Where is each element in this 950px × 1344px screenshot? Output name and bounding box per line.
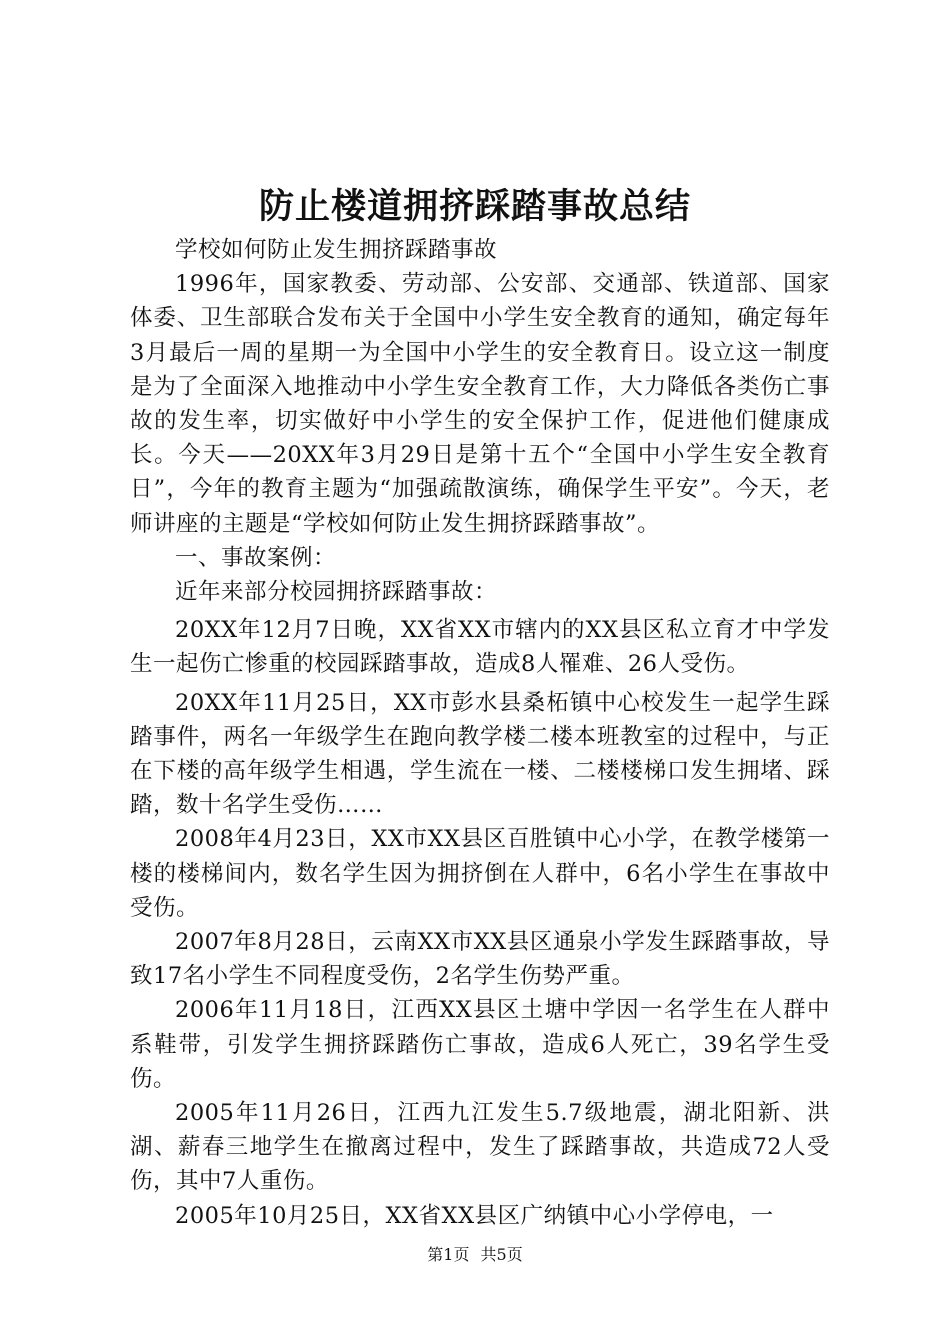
case-paragraph: 2007年8月28日，云南XX市XX县区通泉小学发生踩踏事故，导致17名小学生不同程度受伤，2名学生伤势严重。 bbox=[130, 929, 830, 990]
paragraph-intro: 1996年，国家教委、劳动部、公安部、交通部、铁道部、国家体委、卫生部联合发布关于全国中小学生安全教育的通知，确定每年3月最后一周的星期一为全国中小学生的安全教育日。设立这一制度是为了全面深入地推动中小学生安全教育工作，大力降低各类伤亡事故的发生率，切实做好中小学生的安全保护工作，促进他们健康成长。今天——20XX年3月29日是第十五个“全国中小学生安全教育日”，今年的教育主题为“加强疏散演练，确保学生平安”。今天，老师讲座的主题是“学校如何防止发生拥挤踩踏事故”。 bbox=[130, 271, 830, 537]
case-paragraph: 2005年10月25日，XX省XX县区广纳镇中心小学停电，一 bbox=[175, 1202, 774, 1229]
page-number-current: 第1页 bbox=[427, 1245, 470, 1264]
page-number-total: 共5页 bbox=[480, 1245, 523, 1264]
case-paragraph: 2008年4月23日，XX市XX县区百胜镇中心小学，在教学楼第一楼的楼梯间内，数名学生因为拥挤倒在人群中，6名小学生在事故中受伤。 bbox=[130, 826, 830, 921]
case-paragraph: 2005年11月26日，江西九江发生5.7级地震，湖北阳新、洪湖、薪春三地学生在撤离过程中，发生了踩踏事故，共造成72人受伤，其中7人重伤。 bbox=[130, 1100, 830, 1195]
document-title: 防止楼道拥挤踩踏事故总结 bbox=[258, 186, 691, 227]
section-heading: 一、事故案例： bbox=[175, 544, 337, 571]
case-paragraph: 2006年11月18日，江西XX县区土塘中学因一名学生在人群中系鞋带，引发学生拥挤踩踏伤亡事故，造成6人死亡，39名学生受伤。 bbox=[130, 997, 830, 1092]
paragraph-cases-intro: 近年来部分校园拥挤踩踏事故： bbox=[175, 579, 498, 606]
document-body bbox=[130, 233, 830, 1233]
case-paragraph: 20XX年12月7日晚，XX省XX市辖内的XX县区私立育才中学发生一起伤亡惨重的校园踩踏事故，造成8人罹难、26人受伤。 bbox=[130, 617, 830, 678]
page-footer bbox=[0, 1243, 950, 1267]
paragraph-subtitle: 学校如何防止发生拥挤踩踏事故 bbox=[175, 237, 498, 263]
case-paragraph: 20XX年11月25日，XX市彭水县桑柘镇中心校发生一起学生踩踏事件，两名一年级学生在跑向教学楼二楼本班教室的过程中，与正在下楼的高年级学生相遇，学生流在一楼、二楼楼梯口发生拥堵、踩踏，数十名学生受伤…… bbox=[130, 689, 830, 819]
